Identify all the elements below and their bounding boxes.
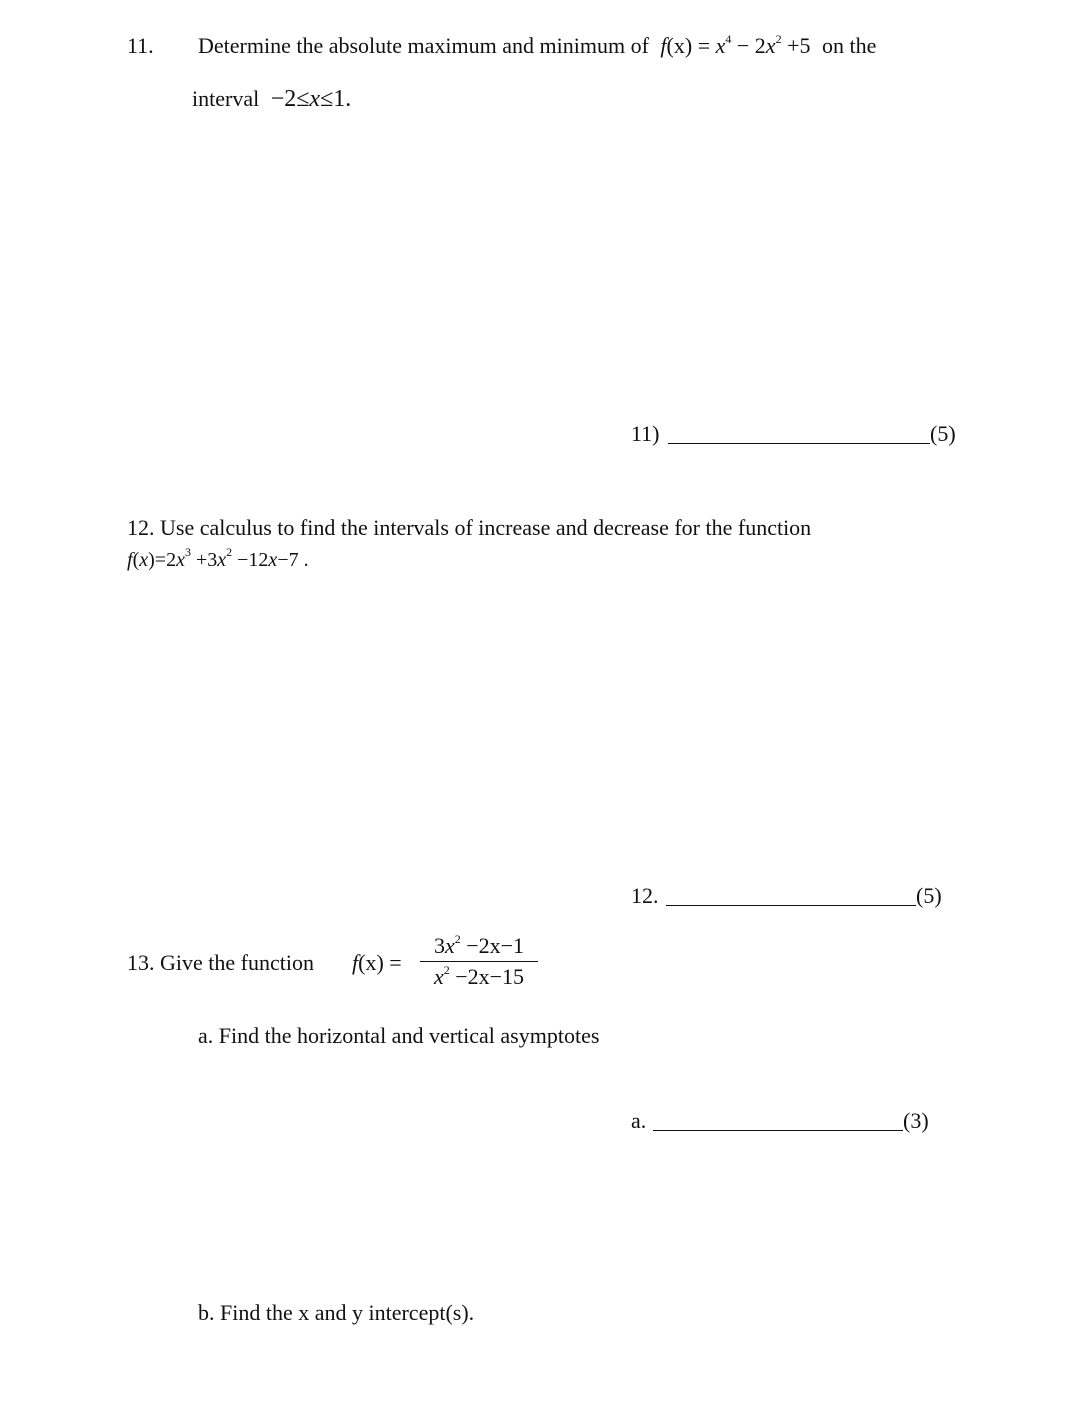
q12-t3: −12	[232, 549, 269, 571]
q11-interval-var: x	[309, 86, 321, 112]
q11-answer-line[interactable]	[668, 443, 930, 444]
q11-t1-exp: 4	[725, 32, 732, 46]
q13-numerator	[420, 931, 538, 961]
q13-fraction	[420, 931, 538, 992]
q11-func-eq: =	[692, 33, 716, 58]
q12-func-mid1: (	[132, 549, 140, 571]
q12-answer-line[interactable]	[666, 905, 916, 906]
q12-points: (5)	[916, 883, 942, 908]
q13-num-exp: 2	[454, 932, 461, 946]
q11-interval-label: interval	[192, 86, 260, 111]
q13-func-lhs-group	[352, 950, 402, 976]
q13-points-a: (3)	[903, 1108, 929, 1133]
q13-num-coef: 3	[433, 933, 445, 958]
q12-func-x1: x	[139, 549, 149, 571]
q12-t1-var: x	[176, 549, 185, 571]
q13-num-rest: −2x−1	[460, 933, 525, 958]
q12-text: 12. Use calculus to find the intervals of increase and decrease for the function	[127, 515, 812, 540]
q12-answer-label: 12.	[631, 883, 659, 908]
q13-intro: 13. Give the function	[127, 950, 314, 975]
q13-part-a: a. Find the horizontal and vertical asymptotes	[198, 1023, 600, 1048]
q12-t4: −7 .	[277, 549, 309, 571]
q13-denominator	[420, 962, 538, 992]
q13-answer-a-label: a.	[631, 1108, 647, 1133]
q11-interval-a: −2≤	[270, 86, 310, 112]
q12-func-lhs: f	[127, 549, 133, 571]
q13-den-var: x	[433, 964, 444, 989]
q11-interval	[271, 86, 352, 112]
q13-func-lhs: f	[352, 950, 359, 975]
q11-text: Determine the absolute maximum and minimum of	[198, 33, 649, 58]
q11-t1-var: x	[715, 33, 726, 58]
q13-den-exp: 2	[443, 963, 450, 977]
q12-t2-var: x	[217, 549, 227, 571]
q11-prompt	[198, 33, 876, 59]
q11-interval-end: .	[345, 86, 352, 112]
q12-t2-exp: 2	[226, 545, 233, 559]
q11-points: (5)	[930, 421, 956, 446]
q11-func-lhs: f	[660, 33, 667, 58]
q11-func-arg: (x)	[666, 33, 693, 58]
q11-t2-exp: 2	[775, 32, 782, 46]
q11-interval-line	[192, 86, 351, 113]
q13-num-var: x	[444, 933, 455, 958]
q11-number: 11.	[127, 33, 154, 58]
q11-t2-var: x	[765, 33, 776, 58]
q13-func-arg: (x) =	[358, 950, 402, 975]
q13-part-b: b. Find the x and y intercept(s).	[198, 1300, 475, 1325]
q12-t2: +3	[190, 549, 218, 571]
q13-den-rest: −2x−15	[449, 964, 525, 989]
q11-after: on the	[821, 33, 877, 58]
q12-t1-exp: 3	[184, 545, 191, 559]
q11-t3: +5	[781, 33, 811, 58]
q11-answer-label: 11)	[631, 421, 660, 446]
q11-function	[660, 33, 810, 58]
q11-t2-coef: − 2	[731, 33, 766, 58]
q11-interval-b: ≤1	[320, 86, 346, 112]
q12-func-mid2: )=2	[148, 549, 177, 571]
q12-t3-var: x	[268, 549, 278, 571]
q13-answer-a-line[interactable]	[653, 1130, 903, 1131]
q12-function	[127, 545, 309, 572]
